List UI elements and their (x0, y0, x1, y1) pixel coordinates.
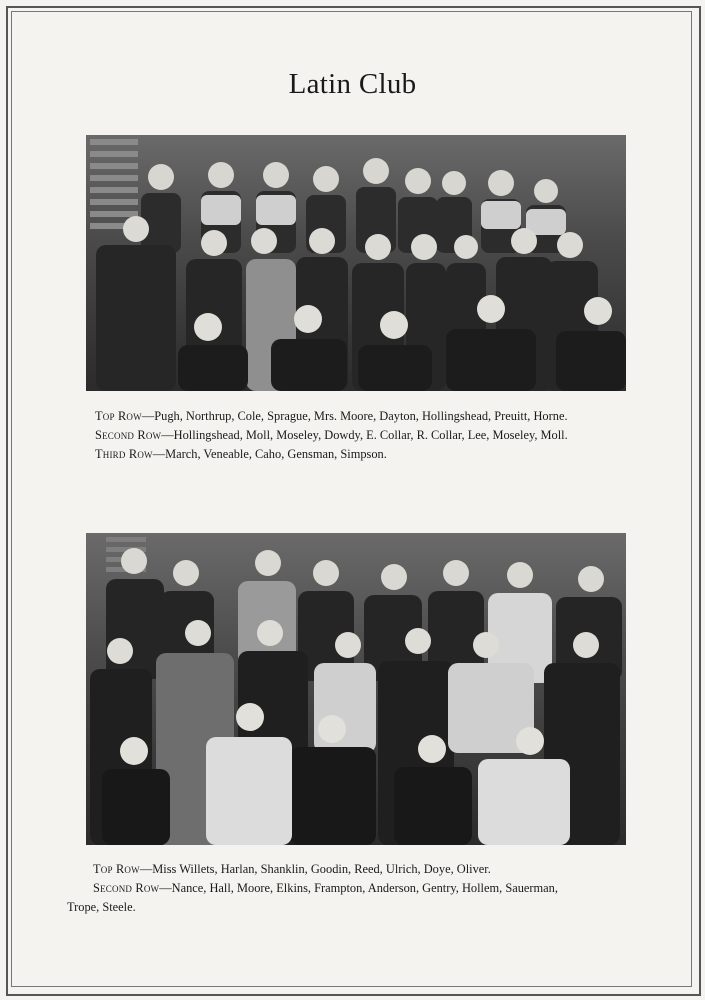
row-names: —Nance, Hall, Moore, Elkins, Frampton, Anderson, Gentry, Hollem, Sauerman, (159, 881, 558, 895)
group-photo-2-image (86, 533, 626, 845)
caption-line (67, 879, 657, 898)
page-title: Latin Club (288, 68, 417, 100)
caption-line (95, 407, 655, 426)
row-names: —March, Veneable, Caho, Gensman, Simpson. (152, 447, 387, 461)
row-label: Top Row (93, 862, 140, 876)
photo-1-caption (95, 407, 655, 464)
group-photo-1 (86, 135, 626, 391)
group-photo-2 (86, 533, 626, 845)
caption-line (67, 898, 657, 917)
row-names-continuation: Trope, Steele. (67, 900, 136, 914)
row-names: —Hollingshead, Moll, Moseley, Dowdy, E. Collar, R. Collar, Lee, Moseley, Moll. (161, 428, 568, 442)
photo-2-caption (67, 860, 657, 917)
caption-line (67, 860, 657, 879)
row-label: Second Row (93, 881, 160, 895)
row-label: Third Row (95, 447, 153, 461)
group-photo-1-image (86, 135, 626, 391)
row-label: Second Row (95, 428, 162, 442)
caption-line (95, 426, 655, 445)
row-names: —Pugh, Northrup, Cole, Sprague, Mrs. Moore, Dayton, Hollingshead, Preuitt, Horne. (141, 409, 568, 423)
caption-line (95, 445, 655, 464)
row-names: —Miss Willets, Harlan, Shanklin, Goodin, Reed, Ulrich, Doye, Oliver. (139, 862, 491, 876)
row-label: Top Row (95, 409, 142, 423)
